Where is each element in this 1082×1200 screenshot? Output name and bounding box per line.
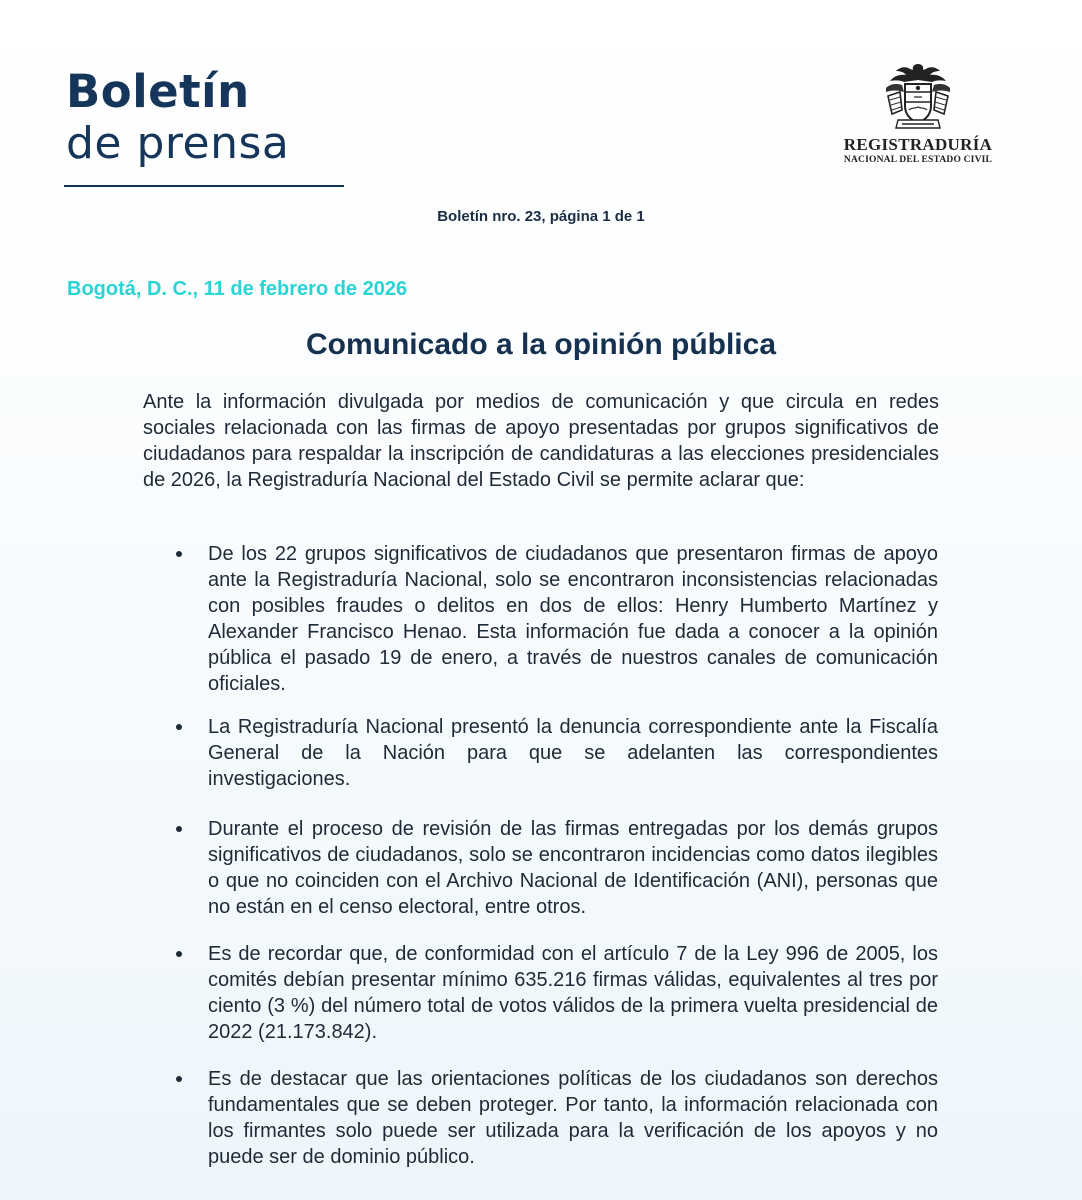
bullet-dot-icon <box>176 1076 182 1082</box>
intro-paragraph: Ante la información divulgada por medios de comunicación y que circula en redes sociales relacionada con las firmas de apoyo presentadas por grupos significativos de ciudadanos para respaldar la inscripción de candidaturas a las elecciones presidenciales de 2026, la Registraduría Nacional del Estado Civil se permite aclarar que: <box>143 391 939 491</box>
title-divider <box>64 185 344 187</box>
bullet-dot-icon <box>176 826 182 832</box>
bullet-dot-icon <box>176 551 182 557</box>
bullet-text: Durante el proceso de revisión de las firmas entregadas por los demás grupos significativos de ciudadanos, solo se encontraron incidencias como datos ilegibles o que no coinciden con el Archivo Nacional de Identificación (ANI), personas que no están en el censo electoral, entre otros. <box>208 818 938 918</box>
bulletin-title: Boletín <box>66 65 250 118</box>
bullet-dot-icon <box>176 724 182 730</box>
logo-name: REGISTRADURÍA <box>843 135 993 154</box>
bullet-text: Es de recordar que, de conformidad con el artículo 7 de la Ley 996 de 2005, los comités debían presentar mínimo 635.216 firmas válidas, equivalentes al tres por ciento (3 %) del número total de votos válidos de la primera vuelta presidencial de 2022 (21.173.842). <box>208 943 938 1043</box>
colombia-coat-of-arms-icon <box>880 62 956 134</box>
bullet-dot-icon <box>176 951 182 957</box>
bullet-text: De los 22 grupos significativos de ciudadanos que presentaron firmas de apoyo ante la Registraduría Nacional, solo se encontraron inconsistencias relacionadas con posibles fraudes o delitos en dos de ellos: Henry Humberto Martínez y Alexander Francisco Henao. Esta información fue dada a conocer a la opinión pública el pasado 19 de enero, a través de nuestros canales de comunicación oficiales. <box>208 543 938 695</box>
logo-subname: NACIONAL DEL ESTADO CIVIL <box>843 155 993 165</box>
bullet-text: La Registraduría Nacional presentó la denuncia correspondiente ante la Fiscalía General de la Nación para que se adelanten las correspondientes investigaciones. <box>208 716 938 790</box>
bulletin-number: Boletín nro. 23, página 1 de 1 <box>437 208 645 225</box>
headline: Comunicado a la opinión pública <box>305 328 777 361</box>
registraduria-logo <box>838 62 998 166</box>
dateline: Bogotá, D. C., 11 de febrero de 2026 <box>67 278 408 300</box>
bullet-text: Es de destacar que las orientaciones políticas de los ciudadanos son derechos fundamentales que se deben proteger. Por tanto, la información relacionada con los firmantes solo puede ser utilizada para la verificación de los apoyos y no puede ser de dominio público. <box>208 1068 938 1168</box>
bulletin-subtitle: de prensa <box>66 118 290 169</box>
